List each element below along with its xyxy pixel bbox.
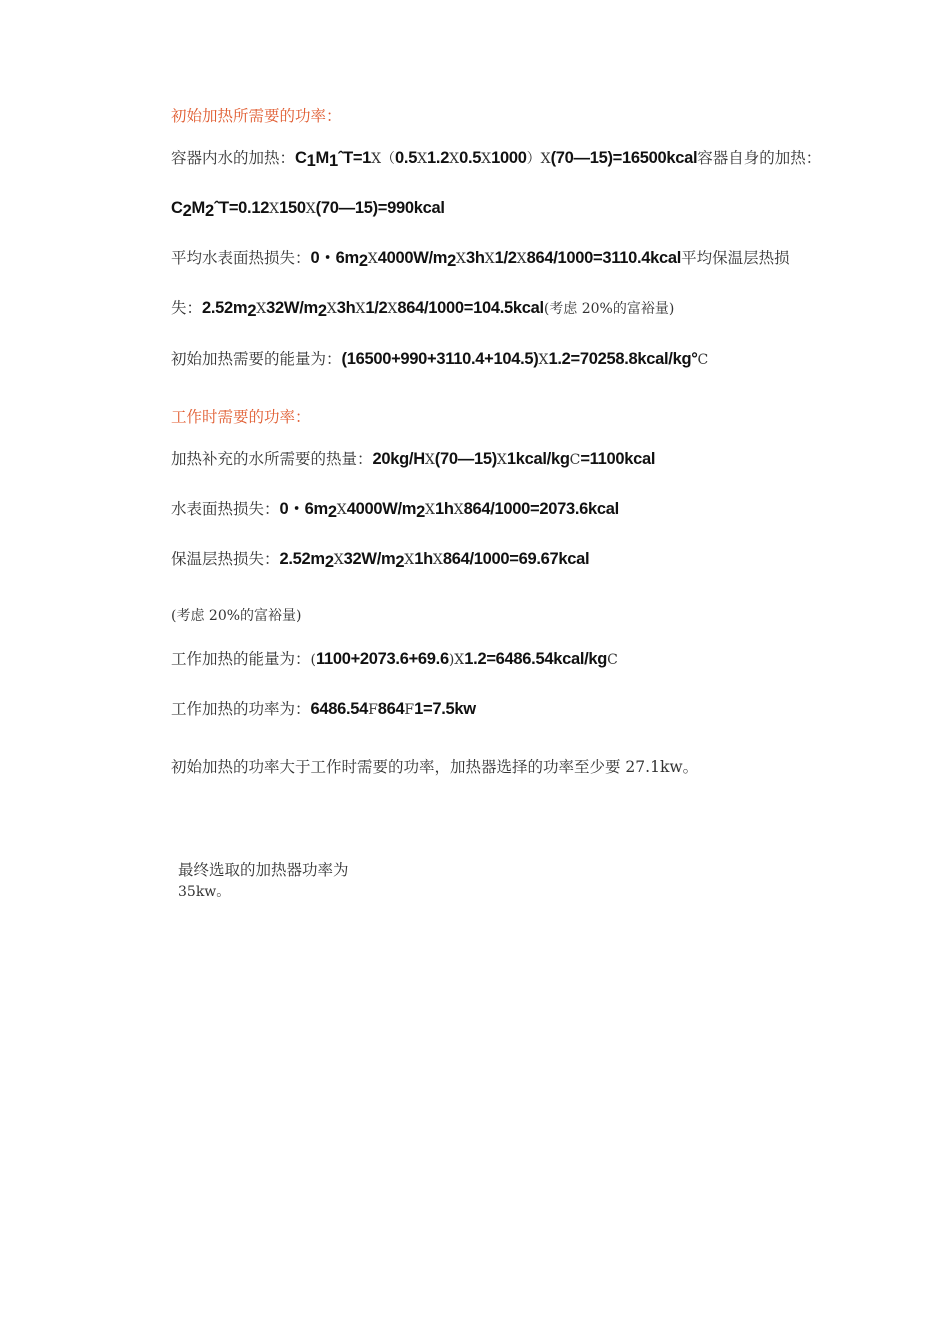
multiply-sign: X	[449, 151, 460, 167]
formula-subscript: 2	[358, 252, 368, 270]
divide-sign: F	[368, 702, 378, 718]
formula-part: 1.2	[427, 149, 450, 167]
formula-part: 0・6m	[279, 500, 328, 518]
multiply-sign: X	[424, 452, 435, 468]
water-heating-line	[171, 148, 821, 171]
surface-loss-label: 平均水表面热损失：	[171, 249, 311, 267]
formula-part: (70—15)	[434, 450, 497, 468]
vessel-heating-label: 容器自身的加热：	[697, 149, 822, 167]
formula-result: (70—15)=990kcal	[315, 199, 445, 217]
multiply-sign: X	[417, 151, 428, 167]
formula-part: 1/2	[365, 299, 388, 317]
water-makeup-label: 加热补充的水所需要的热量：	[171, 450, 373, 468]
formula-part: 0.5	[459, 149, 482, 167]
multiply-sign: X	[453, 502, 464, 518]
paren: (	[310, 652, 316, 668]
formula-part: 3h	[466, 249, 485, 267]
formula-subscript: 2	[327, 503, 337, 521]
work-margin-note: (考虑 20%的富裕量)	[171, 608, 302, 624]
margin-note: (考虑 20%的富裕量)	[543, 301, 675, 317]
formula-part: 32W/m	[343, 550, 396, 568]
formula-subscript: 2	[204, 202, 214, 220]
formula-part: M	[191, 199, 205, 217]
formula-result: =1100kcal	[580, 450, 656, 468]
formula-result: 864/1000=2073.6kcal	[463, 500, 619, 518]
unit-suffix: C	[607, 652, 618, 668]
water-heating-label: 容器内水的加热：	[171, 149, 296, 167]
formula-subscript: 1	[306, 152, 316, 170]
formula-result: 1.2=70258.8kcal/kg°	[548, 350, 698, 368]
multiply-sign: )X	[448, 652, 465, 668]
unit-suffix: C	[569, 452, 581, 468]
multiply-sign: X	[326, 301, 337, 317]
formula-result: 864/1000=69.67kcal	[442, 550, 590, 568]
formula-subscript: 2	[447, 252, 457, 270]
formula-result: 1.2=6486.54kcal/kg	[464, 650, 608, 668]
vessel-heating-line	[171, 198, 445, 221]
multiply-sign: X	[336, 502, 347, 518]
formula-subscript: 2	[247, 302, 257, 320]
insulation-loss-label-start: 平均保温层热损	[681, 249, 790, 267]
work-energy-line	[171, 649, 618, 670]
work-energy-label: 工作加热的能量为：	[171, 650, 311, 668]
work-insulation-loss-line	[171, 549, 589, 572]
multiply-sign: X	[305, 201, 316, 217]
conclusion-text: 初始加热的功率大于工作时需要的功率，加热器选择的功率至少要 27.1kw。	[171, 758, 699, 776]
formula-subscript: 2	[416, 503, 426, 521]
formula-subscript: 2	[317, 302, 327, 320]
formula-part: 20kg/H	[372, 450, 425, 468]
formula-part: 1/2	[494, 249, 517, 267]
formula-subscript: 1	[328, 152, 338, 170]
section2-heading: 工作时需要的功率：	[171, 408, 311, 426]
formula-subscript: 2	[182, 202, 192, 220]
formula-part: 150	[279, 199, 306, 217]
multiply-sign: X	[516, 251, 527, 267]
surface-loss-line	[171, 248, 790, 271]
formula-part: M	[315, 149, 329, 167]
formula-result: 1=7.5kw	[414, 700, 476, 718]
insulation-loss-line	[171, 298, 674, 321]
insulation-loss-label-end: 失：	[171, 299, 203, 317]
formula-part: 1100+2073.6+69.6	[315, 650, 449, 668]
initial-energy-label: 初始加热需要的能量为：	[171, 350, 342, 368]
multiply-sign: X	[538, 352, 549, 368]
section1-heading: 初始加热所需要的功率：	[171, 107, 342, 125]
formula-part: C	[295, 149, 307, 167]
formula-part: 4000W/m	[346, 500, 417, 518]
formula-part: 2.52m	[202, 299, 248, 317]
multiply-sign: X	[387, 301, 398, 317]
work-power-label: 工作加热的功率为：	[171, 700, 311, 718]
final-selection-line1: 最终选取的加热器功率为	[178, 861, 349, 879]
formula-part: 3h	[336, 299, 356, 317]
multiply-sign: X	[269, 201, 280, 217]
formula-subscript: 2	[324, 553, 334, 571]
formula-part: 1000	[491, 149, 527, 167]
formula-part: 0・6m	[310, 249, 359, 267]
work-surface-loss-label: 水表面热损失：	[171, 500, 280, 518]
unit-suffix: C	[697, 352, 709, 368]
formula-part: 4000W/m	[377, 249, 448, 267]
multiply-sign: X	[367, 251, 378, 267]
formula-part: (16500+990+3110.4+104.5)	[341, 350, 539, 368]
multiply-sign: X（	[371, 151, 396, 167]
final-selection-line2: 35kw。	[178, 884, 231, 900]
formula-part: 864	[377, 700, 405, 718]
formula-part: C	[171, 199, 183, 217]
formula-part: 1h	[435, 500, 454, 518]
formula-result: 864/1000=3110.4kcal	[526, 249, 682, 267]
multiply-sign: X	[256, 301, 267, 317]
divide-sign: F	[404, 702, 415, 718]
formula-part: 2.52m	[279, 550, 325, 568]
formula-subscript: 2	[395, 553, 405, 571]
multiply-sign: X	[484, 251, 495, 267]
formula-result: 864/1000=104.5kcal	[397, 299, 544, 317]
work-surface-loss-line	[171, 499, 619, 522]
formula-part: 6486.54	[310, 700, 369, 718]
formula-part: 1kcal/kg	[506, 450, 570, 468]
formula-part: ˆT=0.12	[213, 199, 270, 217]
multiply-sign: X	[496, 452, 507, 468]
work-power-line	[171, 699, 476, 720]
multiply-sign: X	[425, 502, 435, 518]
water-makeup-line	[171, 449, 655, 470]
formula-part: 1h	[414, 550, 433, 568]
multiply-sign: X	[456, 251, 466, 267]
work-insulation-loss-label: 保温层热损失：	[171, 550, 280, 568]
initial-energy-line	[171, 349, 708, 370]
formula-result: (70—15)=16500kcal	[550, 149, 698, 167]
formula-part: 32W/m	[266, 299, 318, 317]
multiply-sign: X	[355, 301, 366, 317]
multiply-sign: X	[404, 552, 415, 568]
multiply-sign: X	[432, 552, 443, 568]
multiply-sign: X	[481, 151, 492, 167]
multiply-sign: X	[333, 552, 344, 568]
formula-part: 0.5	[395, 149, 418, 167]
multiply-sign: ）X	[526, 151, 551, 167]
formula-part: ˆT=1	[337, 149, 372, 167]
